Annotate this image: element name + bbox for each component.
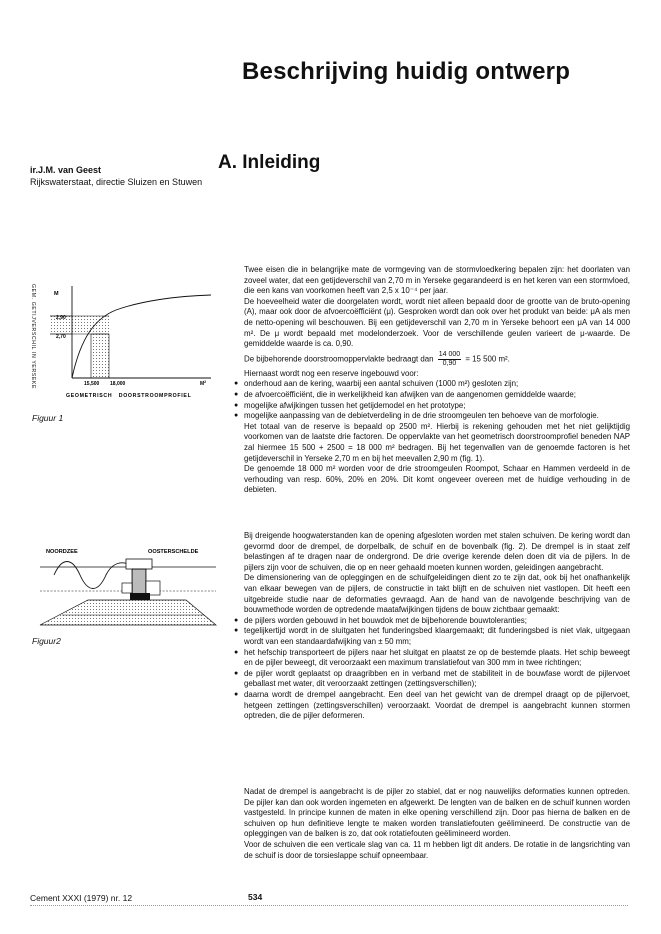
figure1-y-tick-290: 2,90 <box>56 315 66 321</box>
figure2-pier <box>126 559 152 569</box>
footer-divider <box>30 905 628 906</box>
list-item: ● de pijler wordt geplaatst op draagribben en in verband met de stabiliteit in de bouwfase wordt de pijlervoet geballast met water, dit veroorzaakt zettingen (zettingsverschillen); <box>244 669 630 690</box>
construction-list <box>244 616 630 722</box>
paragraph: Nadat de drempel is aangebracht is de pijler zo stabiel, dat er nog nauwelijks deformaties kunnen optreden. De pijler kan dan ook worden ingemeten en afgewerkt. De lengten van de balken en de schuif kunnen worden vastgesteld. In principe kunnen de maten in elke opening verschillend zijn. Door pas hierna de balken en de schuiven op hun definitieve lengte te maken worden translatiefouten geëlimineerd. De constructie van de opleggingen van de balken is zo, dat ook rotatiefouten geëlimineerd worden. <box>244 787 630 839</box>
formula-text-post: = 15 500 m². <box>465 354 510 364</box>
figure2-label-noordzee: NOORDZEE <box>46 549 78 555</box>
figure1-x-unit: $M^2$ <box>200 380 207 387</box>
paragraph: De genoemde 18 000 m² worden voor de drie stroomgeulen Roompot, Schaar en Hammen verdeeld in de verhouding van resp. 60%, 20% en 20%. Dit komt ongeveer overeen met de huidige verhouding in de debieten. <box>244 464 630 495</box>
figure2-caption: Figuur2 <box>32 636 61 646</box>
body-block-2 <box>244 531 630 722</box>
figure1-x-tick-18000: 18,000 <box>110 381 126 387</box>
footer-page-number: 534 <box>248 892 263 902</box>
figure1-y-unit: M <box>54 291 59 297</box>
author-name: ir.J.M. van Geest <box>30 165 102 175</box>
list-item: ● mogelijke aanpassing van de debietverdeling in de drie stroomgeulen ten behoeve van de morfologie. <box>244 411 630 422</box>
paragraph-formula <box>244 351 630 368</box>
section-title: A. Inleiding <box>218 152 321 173</box>
formula-fraction <box>438 351 461 368</box>
fraction-numerator: 14 000 <box>438 350 461 358</box>
figure-2 <box>26 545 226 627</box>
figure1-y-axis-label: GEM. GETIJVERSCHIL IN YERSEKE <box>30 284 36 390</box>
paragraph: Twee eisen die in belangrijke mate de vormgeving van de stormvloedkering bepalen zijn: het doorlaten van zoveel water, dat een getijdeverschil van 2,70 m in Yerseke gegarandeerd is en het keren van een stormvloed, die een kans van voorkomen heeft van 2,5 x 10⁻⁴ per jaar. <box>244 265 630 296</box>
paragraph: De dimensionering van de opleggingen en de schuifgeleidingen dient zo te zijn dat, ook bij het onafhankelijk van elkaar bewegen van de pijlers, de constructie in takt blijft en de schuiven niet vastlopen. Dit heeft een uitgebreide studie naar de deformaties gevraagd. Aan de hand van de navolgende beschrijving van de bouwmethode worden de optredende maatafwijkingen tijdens de bouw zichtbaar gemaakt: <box>244 573 630 615</box>
figure2-sill <box>40 600 216 625</box>
body-block-3 <box>244 787 630 861</box>
figure-1 <box>26 276 226 404</box>
page-title: Beschrijving huidig ontwerp <box>242 58 571 85</box>
list-item: ● mogelijke afwijkingen tussen het getijdemodel en het prototype; <box>244 401 630 412</box>
figure1-x-axis-label: GEOMETRISCH DOORSTROOMPROFIEL <box>66 393 192 399</box>
formula-text-pre: De bijbehorende doorstroomoppervlakte bedraagt dan <box>244 354 434 364</box>
reserve-list <box>244 379 630 421</box>
figure1-y-tick-270: 2,70 <box>56 334 66 340</box>
fraction-denominator: 0,90 <box>442 359 457 367</box>
list-item: ● daarna wordt de drempel aangebracht. Een deel van het gewicht van de drempel draagt op de pijlervoet, hetgeen zettingen (zettingsverschillen) veroorzaakt. Voordat de drempel is aangebracht kunnen stormen optreden, die de pijler deformeren. <box>244 690 630 722</box>
footer-journal: Cement XXXI (1979) nr. 12 <box>30 893 133 903</box>
paragraph: Bij dreigende hoogwaterstanden kan de opening afgesloten worden met stalen schuiven. De kering wordt dan gevormd door de drempel, de dorpelbalk, de schuif en de bovenbalk (fig. 2). De drempel is in staat zelf belastingen af te dragen naar de ondergrond. De drie overige kerende delen doen dit via de pijlers. In de pijlers zijn voor de schuiven, die op en neer gehaald moeten kunnen worden, geleidingen aangebracht. <box>244 531 630 572</box>
paragraph: Het totaal van de reserve is bepaald op 2500 m². Hierbij is rekening gehouden met het niet gelijktijdig voorkomen van de laatste drie factoren. De oppervlakte van het geometrisch doorstroomprofiel beneden NAP zal hiermee 15 500 + 2500 = 18 000 m² bedragen. Bij het tegenvallen van de genoemde factoren is het getijdeverschil in Yerseke 2,70 m en bij het meevallen 2,90 m (fig. 1). <box>244 421 630 463</box>
list-item: ● onderhoud aan de kering, waarbij een aantal schuiven (1000 m²) gesloten zijn; <box>244 379 630 390</box>
figure2-label-oosterschelde: OOSTERSCHELDE <box>148 549 199 555</box>
author-affiliation: Rijkswaterstaat, directie Sluizen en Stuwen <box>30 177 203 187</box>
figure1-shaded-lower <box>91 334 109 378</box>
list-item: ● de afvoercoëfficiënt, die in werkelijkheid kan afwijken van de aangenomen gemiddelde waarde; <box>244 390 630 401</box>
paragraph: Hiernaast wordt nog een reserve ingebouwd voor: <box>244 368 419 378</box>
figure1-caption: Figuur 1 <box>32 413 64 423</box>
figure1-x-tick-15500: 15,500 <box>84 381 100 387</box>
list-item: ● de pijlers worden gebouwd in het bouwdok met de bijbehorende bouwtoleranties; <box>244 616 630 627</box>
paragraph: De hoeveelheid water die doorgelaten wordt, wordt niet alleen bepaald door de grootte van de bruto-opening (A), maar ook door de afvoercoëfficiënt (μ). Gesproken wordt dan ook over het produkt van beide: μA als men de netto-opening wil beschouwen. Bij een getijdeverschil van 2,70 m in Yerseke behoort een μA van 14 000 m². De μ wordt bepaald met modelonderzoek. Voor de verschillende geulen varieert de μ-waarde. De gemiddelde waarde is ca. 0,90. <box>244 296 630 349</box>
paragraph: Voor de schuiven die een verticale slag van ca. 11 m hebben ligt dit anders. De rotatie in de langsrichting van de schuif is door de torsieslappe schuif opneembaar. <box>244 839 630 860</box>
list-item: ● tegelijkertijd wordt in de sluitgaten het funderingsbed klaargemaakt; dit funderingsbed is niet vlak, uitgegaan wordt van een standaardafwijking van ± 50 mm; <box>244 626 630 647</box>
list-item: ● het hefschip transporteert de pijlers naar het sluitgat en plaatst ze op de bestemde plaats. Het schip beweegt en de pijler beweegt, dit veroorzaakt een maximum translatiefout van 300 mm in twee richtingen; <box>244 648 630 669</box>
body-block-1 <box>244 265 630 496</box>
